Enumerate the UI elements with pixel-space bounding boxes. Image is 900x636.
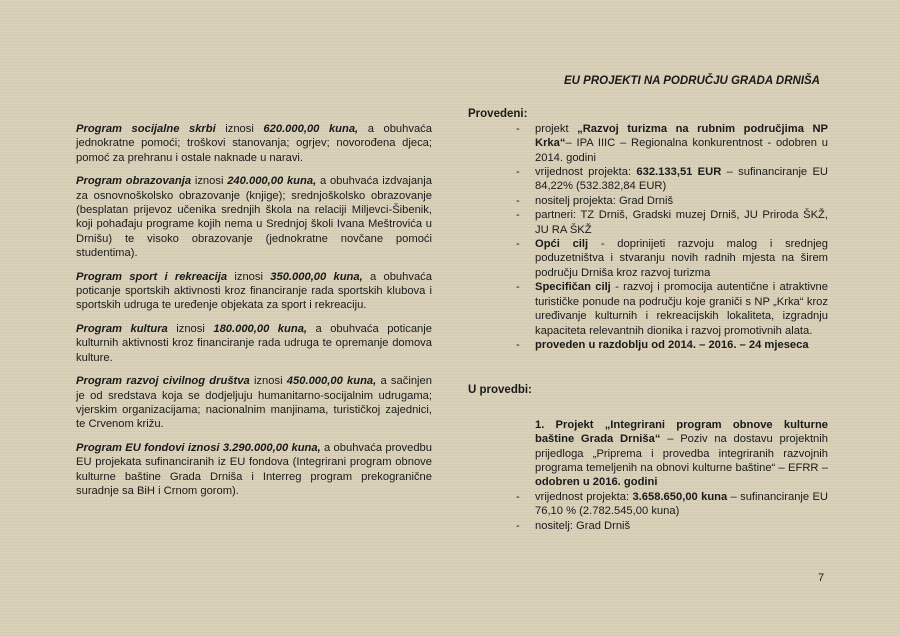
project-value: 3.658.650,00 kuna: [632, 490, 728, 503]
text: - razvoj i promocija autentične i atraktivne turističke ponude na području koje graniči s NP „Krka“ kroz uređivanje kulturnih i rekreacijskih lokaliteta, izgradnju kapaciteta relevantnih dionika i razvoj promotivnih alata.: [535, 281, 828, 337]
program-name: Program EU fondovi iznosi 3.290.000,00 kuna,: [76, 441, 321, 454]
program-desc: a obuhvaća provedbu EU projekata sufinanciranih iz EU fondova (Integrirani program obnove kulturne baštine Grada Drniša i Interreg program prekogranične suradnje sa BiH i Crnom gorom).: [76, 441, 433, 497]
program-eu-funds: [76, 441, 432, 499]
program-culture: [76, 322, 432, 365]
program-desc: a obuhvaća poticanje sportskih aktivnosti kroz financiranje rada sportskih klubova i sportskih udruga te uređenje objekata za sport i rekreaciju.: [76, 270, 432, 312]
program-desc: a obuhvaća jednokratne pomoći; troškovi stanovanja; ogrjev; novorođena djeca; pomoć za prehranu i ostale naknade u naravi.: [76, 123, 432, 164]
text: iznosi: [227, 270, 271, 283]
program-amount: 350.000,00 kuna,: [270, 270, 363, 283]
text: vrijednost projekta:: [535, 166, 637, 179]
program-name: Program razvoj civilnog društva: [76, 375, 250, 388]
text: iznosi: [215, 123, 264, 135]
program-education: [76, 174, 432, 260]
ongoing-project-list: [468, 490, 828, 533]
text: iznosi: [167, 322, 214, 335]
label: Opći cilj: [535, 238, 589, 251]
text: – sufinanciranje EU 84,22% (532.382,84 EUR): [535, 166, 828, 193]
list-item: [516, 519, 828, 533]
list-item: [516, 122, 828, 165]
program-name: Program sport i rekreacija: [76, 270, 228, 283]
program-desc: a obuhvaća izdvajanja za osnovnoškolsko obrazovanje (knjige); srednjoškolsko obrazovanje (besplatan prijevoz učenika srednjih škola na relaciji Miljevci-Šibenik, koji pohađaju programe kojih nema u Srednjoj školi Ivana Meštrovića u Drnišu) te visoko obrazovanje (jednokratne novčane pomoći studentima).: [76, 175, 432, 260]
text: nositelj: Grad Drniš: [535, 519, 631, 532]
provedeni-heading: Provedeni:: [468, 108, 528, 121]
left-column: [76, 122, 432, 507]
program-name: Program kultura: [76, 322, 168, 335]
completed-project-list: [468, 122, 828, 353]
program-name: Program obrazovanja: [76, 175, 192, 188]
program-amount: 180.000,00 kuna,: [213, 322, 308, 335]
list-item: [516, 194, 828, 208]
text: – sufinanciranje EU 76,10 % (2.782.545,00 kuna): [535, 490, 828, 518]
page-number: 7: [818, 572, 825, 584]
program-social: [76, 122, 432, 165]
text: - doprinijeti razvoju malog i srednjeg poduzetništva i stvaranju novih radnih mjesta na širem području Drniša kroz razvoj turizma: [535, 238, 828, 279]
text: odobren u 2016. godini: [535, 476, 658, 489]
text: projekt: [535, 122, 578, 135]
project-name: „Razvoj turizma na rubnim područjima NP Krka“: [535, 122, 828, 150]
list-item: [516, 280, 828, 338]
text: iznosi: [191, 175, 228, 188]
program-sport: [76, 270, 432, 313]
text: proveden u razdoblju od 2014. – 2016. – 24 mjeseca: [535, 338, 809, 351]
section-title: EU PROJEKTI NA PODRUČJU GRADA DRNIŠA: [563, 75, 820, 87]
right-column: [468, 74, 828, 533]
list-item: [516, 490, 828, 519]
project-name: 1. Projekt „Integrirani program obnove kulturne baštine Grada Drniša“: [535, 418, 828, 446]
list-item: [516, 208, 828, 237]
text: – Poziv na dostavu projektnih prijedloga „Priprema i provedba integriranih razvojnih programa temeljenih na obnovi kulturne baštine“ – EFRR –: [535, 433, 828, 474]
text: – IPA IIIC – Regionalna konkurentnost - odobren u 2014. godini: [535, 137, 828, 164]
text: vrijednost projekta:: [535, 490, 633, 503]
label: Specifičan cilj: [535, 281, 611, 294]
program-name: Program socijalne skrbi: [76, 123, 216, 135]
program-desc: a obuhvaća poticanje kulturnih aktivnosti kroz financiranje rada udruga te opremanje domova kulture.: [76, 322, 432, 364]
program-desc: a sačinjen je od sredstava koja se dodjeljuju humanitarno-socijalnim udrugama; vjerskim organizacijama; nacionalnim manjinama, turističkoj zajednici, te Crvenom križu.: [76, 375, 432, 431]
list-item: [516, 237, 828, 280]
u-provedbi-heading: U provedbi:: [468, 384, 532, 397]
list-item: [516, 338, 828, 352]
text: partneri: TZ Drniš, Gradski muzej Drniš, JU Priroda ŠKŽ, JU RA ŠKŽ: [535, 209, 828, 236]
project-value: 632.133,51 EUR: [636, 166, 722, 179]
text: iznosi: [249, 375, 287, 388]
program-amount: 620.000,00 kuna,: [263, 123, 359, 135]
text: nositelj projekta: Grad Drniš: [535, 194, 674, 207]
ongoing-project-heading: [535, 418, 828, 490]
list-item: [516, 165, 828, 194]
program-amount: 240.000,00 kuna,: [227, 175, 317, 188]
program-civil-society: [76, 374, 432, 432]
program-amount: 450.000,00 kuna,: [286, 375, 377, 388]
